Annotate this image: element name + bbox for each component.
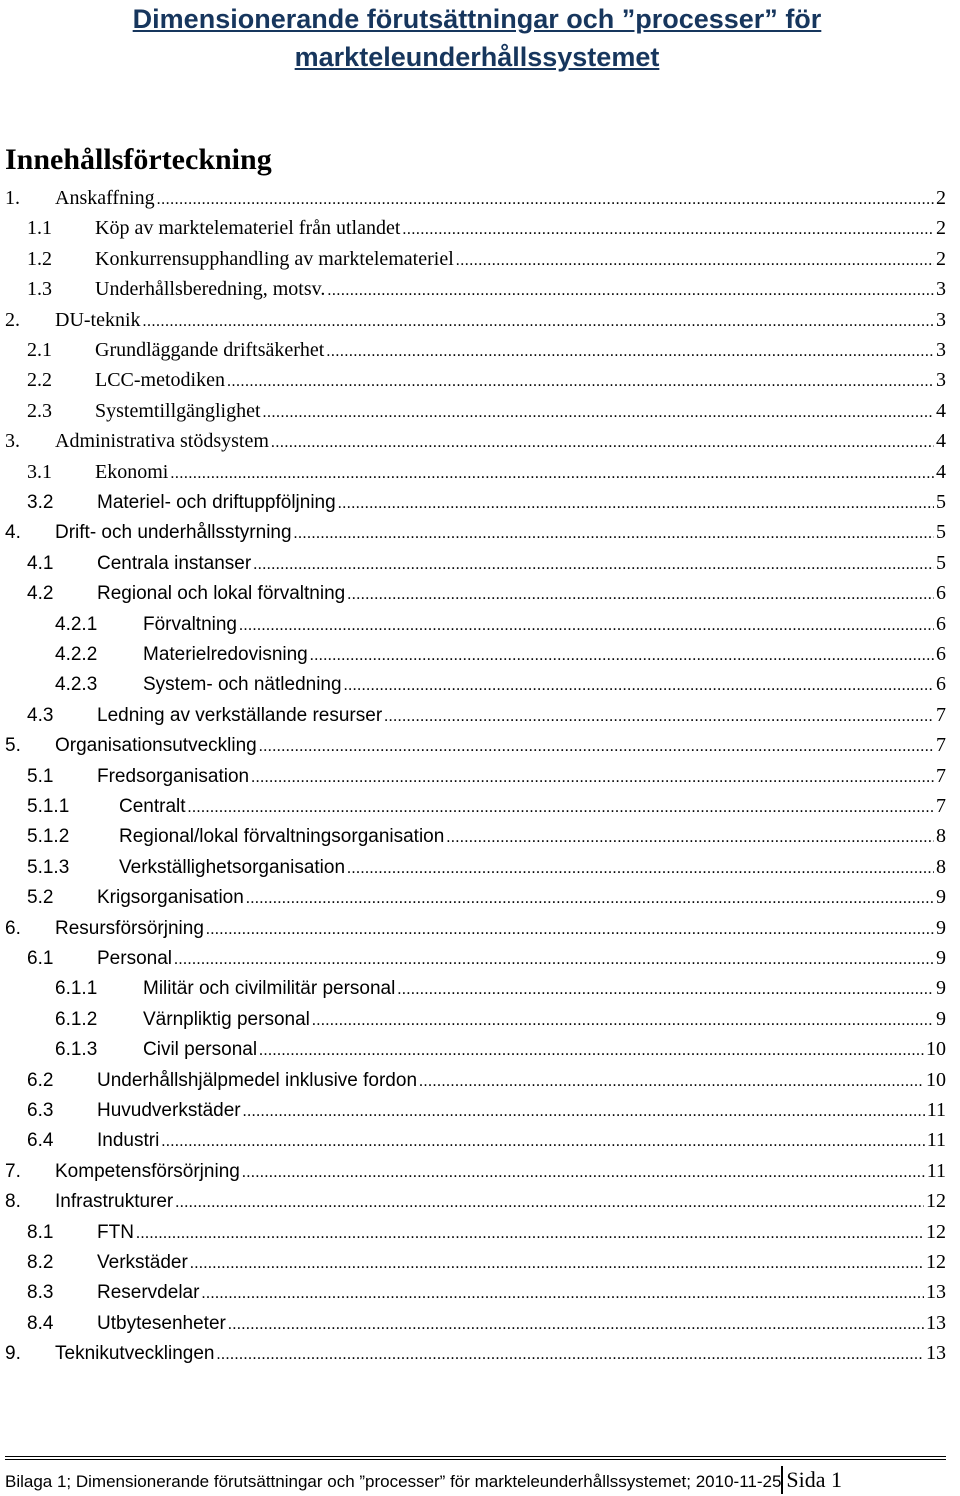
toc-entry[interactable] (27, 335, 946, 365)
toc-entry-number: 6.1.3 (55, 1039, 98, 1061)
toc-entry-page: 12 (926, 1220, 946, 1243)
toc-entry-page: 5 (936, 521, 946, 544)
toc-entry-title: Industri (97, 1130, 160, 1152)
toc-entry-page: 5 (936, 551, 946, 574)
toc-entry-number: 1.3 (27, 278, 52, 301)
toc-entry-number: 8.3 (27, 1282, 54, 1304)
toc-entry-number: 5.1.3 (27, 856, 70, 878)
toc-entry-number: 5.1.2 (27, 826, 70, 848)
toc-entry[interactable] (27, 1277, 946, 1307)
toc-entry-title: Resursförsörjning (55, 917, 204, 939)
toc-dot-leader (246, 884, 934, 914)
toc-entry-page: 7 (936, 734, 946, 757)
toc-entry-title: Materiel- och driftuppföljning (97, 492, 336, 513)
toc-entry-title: Materielredovisning (143, 644, 308, 665)
toc-dot-leader (188, 793, 934, 823)
toc-dot-leader (347, 854, 934, 884)
toc-entry-page: 6 (936, 612, 946, 635)
toc-dot-leader (136, 1219, 924, 1249)
toc-entry-title: Grundläggande driftsäkerhet (95, 339, 325, 361)
toc-entry-number: 4.2.2 (55, 644, 98, 665)
footer-text: Bilaga 1; Dimensionerande förutsättningar och ”processer” för markteleunderhållssystemet; 2010-11-25 (5, 1472, 782, 1491)
toc-dot-leader (174, 945, 934, 975)
toc-entry-page: 7 (936, 703, 946, 726)
toc-entry-title: Civil personal (143, 1039, 258, 1061)
toc-entry-title: Underhållshjälpmedel inklusive fordon (97, 1069, 418, 1091)
toc-entry-page: 11 (926, 1159, 946, 1182)
toc-dot-leader (344, 671, 934, 701)
toc-entry-number: 6.3 (27, 1100, 54, 1121)
toc-entry[interactable] (27, 213, 946, 243)
toc-dot-leader (206, 915, 934, 945)
toc-entry-title: Kompetensförsörjning (55, 1160, 240, 1182)
toc-dot-leader (243, 1097, 925, 1127)
toc-entry-number: 1.2 (27, 247, 52, 270)
toc-entry-page: 3 (936, 278, 946, 301)
toc-entry-title: Drift- och underhållsstyrning (55, 522, 292, 544)
toc-entry-number: 6.1 (27, 948, 54, 969)
toc-entry-page: 7 (936, 795, 946, 817)
toc-dot-leader (175, 1188, 924, 1218)
toc-entry-page: 13 (926, 1342, 946, 1365)
toc-entry[interactable] (27, 457, 946, 487)
footer-page-label: Sida 1 (781, 1466, 842, 1494)
toc-entry[interactable] (5, 1156, 946, 1186)
toc-entry[interactable] (27, 761, 946, 791)
toc-entry[interactable] (55, 1034, 946, 1064)
toc-heading: Innehållsförteckning (5, 143, 272, 176)
toc-entry[interactable] (27, 396, 946, 426)
toc-entry-title: Verkstäder (97, 1252, 188, 1273)
toc-dot-leader (239, 611, 934, 641)
toc-entry-number: 8. (5, 1191, 21, 1213)
toc-entry-page: 13 (926, 1281, 946, 1304)
toc-entry[interactable] (27, 1095, 946, 1125)
toc-dot-leader (190, 1249, 924, 1279)
toc-entry[interactable] (27, 274, 946, 304)
toc-entry-page: 9 (936, 1007, 946, 1030)
toc-entry-title: Regional och lokal förvaltning (97, 583, 346, 605)
toc-entry-title: Konkurrensupphandling av marktelemateriel (95, 247, 454, 270)
toc-entry[interactable] (55, 973, 946, 1003)
toc-entry-title: Centralt (119, 796, 186, 817)
toc-entry-number: 4.2.3 (55, 674, 98, 696)
toc-entry-page: 6 (936, 673, 946, 696)
toc-entry-page: 9 (936, 977, 946, 1000)
toc-entry-page: 12 (926, 1190, 946, 1213)
toc-entry[interactable] (5, 305, 946, 335)
toc-entry-number: 3.2 (27, 492, 54, 513)
toc-entry-number: 3. (5, 430, 20, 453)
toc-entry-page: 13 (926, 1311, 946, 1334)
toc-entry[interactable] (55, 1004, 946, 1034)
toc-entry-title: DU-teknik (55, 308, 141, 331)
toc-dot-leader (253, 550, 934, 580)
toc-entry-title: FTN (97, 1221, 134, 1243)
toc-dot-leader (327, 276, 934, 306)
toc-entry-title: Underhållsberedning, motsv. (95, 278, 326, 301)
toc-dot-leader (338, 489, 934, 519)
toc-dot-leader (216, 1340, 924, 1370)
toc-entry-number: 2.2 (27, 369, 52, 392)
toc-entry-number: 1.1 (27, 217, 52, 240)
toc-entry-number: 5.2 (27, 887, 54, 909)
footer-divider (5, 1456, 946, 1460)
toc-entry-title: Värnpliktig personal (143, 1008, 310, 1030)
toc-entry[interactable] (5, 1338, 946, 1368)
toc-entry-title: Verkställighetsorganisation (119, 856, 346, 878)
toc-dot-leader (312, 1006, 934, 1036)
toc-dot-leader (326, 337, 934, 367)
toc-entry-number: 8.2 (27, 1252, 54, 1273)
toc-entry-page: 9 (936, 916, 946, 939)
toc-entry-number: 2.1 (27, 339, 52, 361)
toc-entry-number: 3.1 (27, 460, 52, 483)
toc-entry[interactable] (27, 365, 946, 395)
toc-entry[interactable] (5, 426, 946, 456)
toc-entry[interactable] (5, 517, 946, 547)
document-title-line-2: markteleunderhållssystemet (294, 42, 660, 72)
toc-entry-number: 4. (5, 522, 21, 544)
toc-dot-leader (259, 1036, 924, 1066)
toc-entry[interactable] (27, 578, 946, 608)
toc-entry-page: 6 (936, 582, 946, 605)
toc-entry-page: 2 (936, 247, 946, 270)
page-footer (5, 1466, 960, 1496)
toc-entry-title: Reservdelar (97, 1282, 200, 1304)
toc-dot-leader (446, 823, 934, 853)
toc-dot-leader (294, 519, 934, 549)
toc-entry[interactable] (5, 730, 946, 760)
toc-entry-page: 2 (936, 217, 946, 240)
toc-entry[interactable] (55, 609, 946, 639)
toc-entry-number: 4.1 (27, 552, 54, 574)
toc-entry-number: 6.1.2 (55, 1008, 98, 1030)
toc-dot-leader (397, 975, 934, 1005)
toc-entry-title: Administrativa stödsystem (55, 430, 269, 453)
toc-entry-number: 1. (5, 187, 20, 209)
document-title (0, 0, 954, 76)
toc-entry-title: Fredsorganisation (97, 765, 250, 787)
toc-entry[interactable] (55, 639, 946, 669)
toc-entry-number: 4.2 (27, 583, 54, 605)
toc-dot-leader (228, 1310, 924, 1340)
toc-entry-page: 12 (926, 1251, 946, 1273)
toc-entry-title: LCC-metodiken (95, 369, 225, 392)
toc-dot-leader (384, 702, 934, 732)
toc-entry-title: Köp av marktelemateriel från utlandet (95, 217, 401, 240)
toc-entry-title: Anskaffning (55, 187, 155, 209)
toc-entry-title: Huvudverkstäder (97, 1100, 241, 1121)
toc-entry-page: 11 (926, 1099, 946, 1121)
toc-entry[interactable] (27, 791, 946, 821)
toc-entry-number: 2.3 (27, 399, 52, 422)
toc-entry-number: 4.2.1 (55, 613, 98, 635)
toc-entry-title: Krigsorganisation (97, 887, 244, 909)
toc-entry[interactable] (27, 700, 946, 730)
toc-entry-page: 9 (936, 947, 946, 969)
toc-entry-number: 5.1 (27, 765, 54, 787)
toc-entry-title: Utbytesenheter (97, 1312, 226, 1334)
toc-entry-page: 5 (936, 491, 946, 513)
toc-entry[interactable] (5, 183, 946, 213)
toc-entry-page: 4 (936, 399, 946, 422)
toc-entry-title: Regional/lokal förvaltningsorganisation (119, 826, 445, 848)
toc-entry[interactable] (27, 1125, 946, 1155)
toc-entry[interactable] (27, 487, 946, 517)
toc-entry-page: 3 (936, 339, 946, 361)
toc-entry-number: 6.2 (27, 1069, 54, 1091)
toc-entry-number: 6. (5, 917, 21, 939)
toc-entry-page: 10 (926, 1068, 946, 1091)
toc-dot-leader (251, 763, 934, 793)
toc-entry-title: Militär och civilmilitär personal (143, 978, 396, 1000)
toc-entry-title: Systemtillgänglighet (95, 399, 261, 422)
toc-entry-number: 5. (5, 735, 21, 757)
toc-entry[interactable] (27, 1065, 946, 1095)
toc-entry-title: Organisationsutveckling (55, 735, 257, 757)
toc-dot-leader (402, 215, 934, 245)
toc-entry[interactable] (5, 913, 946, 943)
toc-dot-leader (259, 732, 934, 762)
toc-entry-page: 4 (936, 430, 946, 453)
toc-entry-page: 9 (936, 886, 946, 909)
toc-entry[interactable] (5, 1186, 946, 1216)
toc-dot-leader (271, 428, 934, 458)
toc-entry-page: 6 (936, 643, 946, 665)
toc-dot-leader (161, 1127, 924, 1157)
toc-entry-page: 8 (936, 855, 946, 878)
toc-entry-title: Infrastrukturer (55, 1191, 174, 1213)
toc-entry-title: System- och nätledning (143, 674, 342, 696)
toc-dot-leader (263, 398, 934, 428)
document-title-line-1: Dimensionerande förutsättningar och ”processer” för (132, 4, 822, 34)
toc-entry-page: 3 (936, 369, 946, 392)
toc-entry-number: 8.4 (27, 1312, 54, 1334)
toc-entry-page: 10 (926, 1038, 946, 1061)
toc-dot-leader (456, 246, 934, 276)
toc-entry-number: 9. (5, 1343, 21, 1365)
toc-entry[interactable] (27, 1308, 946, 1338)
toc-entry-number: 7. (5, 1160, 21, 1182)
toc-entry[interactable] (55, 669, 946, 699)
toc-entry-number: 8.1 (27, 1221, 54, 1243)
toc-entry[interactable] (27, 244, 946, 274)
toc-entry-title: Centrala instanser (97, 552, 252, 574)
toc-entry[interactable] (27, 1217, 946, 1247)
toc-entry-number: 2. (5, 308, 20, 331)
toc-dot-leader (201, 1279, 924, 1309)
toc-entry-page: 8 (936, 825, 946, 848)
toc-entry[interactable] (27, 882, 946, 912)
toc-entry[interactable] (27, 1247, 946, 1277)
toc-entry-page: 7 (936, 764, 946, 787)
toc-entry-title: Ledning av verkställande resurser (97, 704, 383, 726)
toc-entry-page: 11 (926, 1129, 946, 1152)
toc-entry[interactable] (27, 943, 946, 973)
toc-dot-leader (347, 580, 934, 610)
toc-entry[interactable] (27, 852, 946, 882)
toc-entry[interactable] (27, 548, 946, 578)
toc-dot-leader (170, 459, 934, 489)
toc-entry-title: Förvaltning (143, 613, 237, 635)
toc-entry-page: 4 (936, 460, 946, 483)
toc-entry-number: 6.1.1 (55, 978, 98, 1000)
toc-entry-title: Teknikutvecklingen (55, 1343, 215, 1365)
toc-entry-title: Ekonomi (95, 460, 169, 483)
toc-dot-leader (310, 641, 934, 671)
toc-dot-leader (227, 367, 934, 397)
toc-entry-number: 5.1.1 (27, 796, 70, 817)
toc-dot-leader (242, 1158, 925, 1188)
toc-entry-page: 3 (936, 308, 946, 331)
toc-dot-leader (143, 307, 934, 337)
toc-entry-number: 6.4 (27, 1130, 54, 1152)
toc-entry[interactable] (27, 821, 946, 851)
toc-dot-leader (157, 185, 934, 215)
toc-entry-title: Personal (97, 948, 172, 969)
toc-dot-leader (419, 1067, 924, 1097)
toc-entry-number: 4.3 (27, 704, 54, 726)
toc-entry-page: 2 (936, 187, 946, 209)
